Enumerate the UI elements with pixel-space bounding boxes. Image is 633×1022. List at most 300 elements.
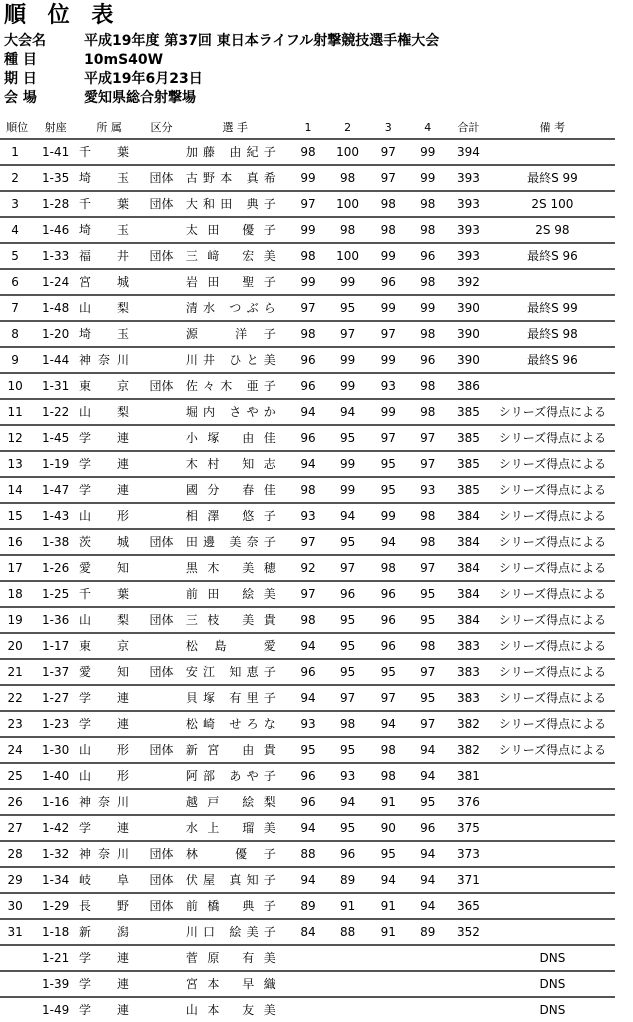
series-4-cell: 95 — [409, 581, 448, 607]
header-series-2: 2 — [327, 118, 368, 139]
lane-cell: 1-23 — [34, 711, 77, 737]
affiliation-cell — [77, 503, 141, 529]
athlete-cell — [182, 659, 289, 685]
affiliation-text: 神奈川 — [79, 847, 129, 861]
series-2-cell: 93 — [327, 763, 368, 789]
lane-cell: 1-19 — [34, 451, 77, 477]
rank-cell: 10 — [0, 373, 34, 399]
affiliation-text: 宮城 — [79, 275, 129, 289]
series-3-cell: 97 — [368, 425, 409, 451]
series-2-cell: 95 — [327, 737, 368, 763]
series-3-cell: 98 — [368, 737, 409, 763]
series-3-cell: 98 — [368, 217, 409, 243]
table-row — [0, 945, 615, 971]
info-label: 会 場 — [4, 90, 37, 106]
series-2-cell — [327, 945, 368, 971]
athlete-cell — [182, 997, 289, 1022]
lane-cell: 1-30 — [34, 737, 77, 763]
series-4-cell: 94 — [409, 737, 448, 763]
table-row — [0, 685, 615, 711]
affiliation-text: 東京 — [79, 379, 129, 393]
series-4-cell: 98 — [409, 373, 448, 399]
series-1-cell: 97 — [289, 191, 328, 217]
remarks-cell — [490, 919, 615, 945]
series-1-cell: 92 — [289, 555, 328, 581]
affiliation-text: 学連 — [79, 821, 129, 835]
series-2-cell: 96 — [327, 841, 368, 867]
total-cell: 384 — [447, 529, 490, 555]
header-series-1: 1 — [289, 118, 328, 139]
affiliation-cell — [77, 945, 141, 971]
affiliation-cell — [77, 971, 141, 997]
series-2-cell: 99 — [327, 451, 368, 477]
remarks-cell — [490, 763, 615, 789]
table-row — [0, 555, 615, 581]
athlete-cell — [182, 503, 289, 529]
total-cell: 386 — [447, 373, 490, 399]
series-3-cell: 96 — [368, 633, 409, 659]
series-2-cell: 96 — [327, 581, 368, 607]
lane-cell: 1-27 — [34, 685, 77, 711]
series-4-cell: 97 — [409, 659, 448, 685]
remarks-cell: DNS — [490, 971, 615, 997]
header-remarks: 備 考 — [490, 118, 615, 139]
rank-cell: 26 — [0, 789, 34, 815]
remarks-cell: 2S 98 — [490, 217, 615, 243]
table-row — [0, 191, 615, 217]
series-1-cell: 98 — [289, 243, 328, 269]
affiliation-cell — [77, 841, 141, 867]
division-cell: 団体 — [141, 191, 182, 217]
athlete-cell — [182, 711, 289, 737]
athlete-cell — [182, 867, 289, 893]
affiliation-text: 学連 — [79, 1003, 129, 1017]
series-3-cell: 90 — [368, 815, 409, 841]
series-2-cell: 99 — [327, 347, 368, 373]
affiliation-cell — [77, 867, 141, 893]
table-row — [0, 373, 615, 399]
total-cell — [447, 945, 490, 971]
affiliation-text: 学連 — [79, 691, 129, 705]
series-4-cell: 98 — [409, 503, 448, 529]
series-4-cell: 98 — [409, 191, 448, 217]
remarks-cell — [490, 139, 615, 165]
series-1-cell: 93 — [289, 711, 328, 737]
total-cell: 384 — [447, 555, 490, 581]
division-cell: 団体 — [141, 867, 182, 893]
lane-cell: 1-46 — [34, 217, 77, 243]
affiliation-text: 東京 — [79, 639, 129, 653]
series-4-cell: 89 — [409, 919, 448, 945]
table-row — [0, 971, 615, 997]
series-2-cell: 99 — [327, 373, 368, 399]
series-3-cell: 97 — [368, 139, 409, 165]
athlete-cell — [182, 269, 289, 295]
series-4-cell: 97 — [409, 555, 448, 581]
table-row — [0, 529, 615, 555]
athlete-text: 林 優子 — [185, 847, 276, 861]
division-cell — [141, 217, 182, 243]
athlete-cell — [182, 971, 289, 997]
athlete-text: 佐々木 亜子 — [185, 379, 276, 393]
athlete-cell — [182, 451, 289, 477]
athlete-cell — [182, 529, 289, 555]
series-2-cell: 94 — [327, 399, 368, 425]
lane-cell: 1-29 — [34, 893, 77, 919]
total-cell: 384 — [447, 503, 490, 529]
series-2-cell: 91 — [327, 893, 368, 919]
series-4-cell: 99 — [409, 295, 448, 321]
division-cell: 団体 — [141, 529, 182, 555]
remarks-cell — [490, 373, 615, 399]
rank-cell: 13 — [0, 451, 34, 477]
series-1-cell: 96 — [289, 373, 328, 399]
total-cell: 371 — [447, 867, 490, 893]
series-4-cell: 96 — [409, 815, 448, 841]
athlete-cell — [182, 139, 289, 165]
division-cell — [141, 997, 182, 1022]
affiliation-text: 長野 — [79, 899, 129, 913]
total-cell: 383 — [447, 633, 490, 659]
lane-cell: 1-26 — [34, 555, 77, 581]
affiliation-text: 愛知 — [79, 665, 129, 679]
header-lane: 射座 — [34, 118, 77, 139]
rank-cell: 2 — [0, 165, 34, 191]
remarks-cell: 最終S 96 — [490, 347, 615, 373]
affiliation-cell — [77, 607, 141, 633]
series-4-cell: 93 — [409, 477, 448, 503]
athlete-text: 小塚 由佳 — [185, 431, 276, 445]
series-3-cell — [368, 997, 409, 1022]
info-label: 大会名 — [4, 33, 46, 49]
athlete-cell — [182, 581, 289, 607]
affiliation-cell — [77, 217, 141, 243]
rank-cell: 23 — [0, 711, 34, 737]
series-2-cell: 100 — [327, 139, 368, 165]
series-3-cell: 97 — [368, 165, 409, 191]
table-row — [0, 789, 615, 815]
athlete-cell — [182, 763, 289, 789]
total-cell: 393 — [447, 191, 490, 217]
series-4-cell: 99 — [409, 165, 448, 191]
series-2-cell: 98 — [327, 217, 368, 243]
table-row — [0, 919, 615, 945]
series-2-cell: 95 — [327, 529, 368, 555]
series-2-cell: 97 — [327, 321, 368, 347]
remarks-cell: DNS — [490, 997, 615, 1022]
series-3-cell: 94 — [368, 529, 409, 555]
series-4-cell — [409, 971, 448, 997]
series-1-cell — [289, 997, 328, 1022]
athlete-cell — [182, 373, 289, 399]
series-1-cell: 84 — [289, 919, 328, 945]
header-athlete: 選 手 — [182, 118, 289, 139]
rank-cell: 14 — [0, 477, 34, 503]
athlete-text: 阿部 あや子 — [185, 769, 276, 783]
lane-cell: 1-45 — [34, 425, 77, 451]
table-row — [0, 269, 615, 295]
rank-cell: 3 — [0, 191, 34, 217]
series-1-cell: 95 — [289, 737, 328, 763]
total-cell: 393 — [447, 243, 490, 269]
rank-cell: 31 — [0, 919, 34, 945]
lane-cell: 1-20 — [34, 321, 77, 347]
athlete-cell — [182, 685, 289, 711]
series-3-cell: 96 — [368, 607, 409, 633]
series-4-cell: 97 — [409, 711, 448, 737]
series-3-cell: 95 — [368, 451, 409, 477]
lane-cell: 1-42 — [34, 815, 77, 841]
lane-cell: 1-24 — [34, 269, 77, 295]
lane-cell: 1-32 — [34, 841, 77, 867]
total-cell: 385 — [447, 399, 490, 425]
series-2-cell: 89 — [327, 867, 368, 893]
athlete-text: 伏屋 真知子 — [185, 873, 276, 887]
athlete-cell — [182, 633, 289, 659]
series-1-cell — [289, 971, 328, 997]
division-cell: 団体 — [141, 737, 182, 763]
rank-cell: 18 — [0, 581, 34, 607]
total-cell: 392 — [447, 269, 490, 295]
athlete-text: 前田 絵美 — [185, 587, 276, 601]
remarks-cell — [490, 841, 615, 867]
series-3-cell: 99 — [368, 503, 409, 529]
header-series-3: 3 — [368, 118, 409, 139]
athlete-text: 岩田 聖子 — [185, 275, 276, 289]
series-1-cell: 96 — [289, 659, 328, 685]
athlete-cell — [182, 945, 289, 971]
rank-cell: 12 — [0, 425, 34, 451]
lane-cell: 1-21 — [34, 945, 77, 971]
rank-cell: 25 — [0, 763, 34, 789]
affiliation-text: 岐阜 — [79, 873, 129, 887]
division-cell — [141, 789, 182, 815]
rank-cell: 15 — [0, 503, 34, 529]
header-total: 合計 — [447, 118, 490, 139]
athlete-text: 松島 愛 — [185, 639, 276, 653]
athlete-text: 相澤 悠子 — [185, 509, 276, 523]
lane-cell: 1-34 — [34, 867, 77, 893]
affiliation-cell — [77, 295, 141, 321]
division-cell — [141, 269, 182, 295]
table-row — [0, 581, 615, 607]
event-info — [4, 32, 624, 108]
series-1-cell: 99 — [289, 165, 328, 191]
affiliation-text: 埼玉 — [79, 327, 129, 341]
athlete-cell — [182, 737, 289, 763]
lane-cell: 1-28 — [34, 191, 77, 217]
rank-cell — [0, 971, 34, 997]
series-1-cell: 98 — [289, 607, 328, 633]
series-1-cell: 88 — [289, 841, 328, 867]
series-3-cell: 98 — [368, 191, 409, 217]
series-3-cell: 94 — [368, 711, 409, 737]
athlete-text: 川井 ひと美 — [185, 353, 276, 367]
athlete-cell — [182, 321, 289, 347]
affiliation-cell — [77, 633, 141, 659]
affiliation-cell — [77, 919, 141, 945]
affiliation-text: 茨城 — [79, 535, 129, 549]
table-row — [0, 347, 615, 373]
series-2-cell: 100 — [327, 243, 368, 269]
athlete-text: 安江 知恵子 — [185, 665, 276, 679]
rank-cell: 8 — [0, 321, 34, 347]
affiliation-text: 山梨 — [79, 405, 129, 419]
athlete-cell — [182, 555, 289, 581]
athlete-cell — [182, 399, 289, 425]
series-4-cell: 97 — [409, 425, 448, 451]
total-cell: 383 — [447, 659, 490, 685]
division-cell: 団体 — [141, 659, 182, 685]
table-row — [0, 867, 615, 893]
total-cell — [447, 997, 490, 1022]
info-row-date — [4, 70, 624, 89]
table-row — [0, 399, 615, 425]
affiliation-text: 福井 — [79, 249, 129, 263]
affiliation-cell — [77, 373, 141, 399]
remarks-cell: シリーズ得点による — [490, 477, 615, 503]
table-row — [0, 425, 615, 451]
table-row — [0, 893, 615, 919]
athlete-cell — [182, 217, 289, 243]
athlete-cell — [182, 919, 289, 945]
series-2-cell: 99 — [327, 477, 368, 503]
athlete-text: 國分 春佳 — [185, 483, 276, 497]
athlete-cell — [182, 425, 289, 451]
series-1-cell: 97 — [289, 295, 328, 321]
athlete-text: 水上 瑠美 — [185, 821, 276, 835]
athlete-cell — [182, 165, 289, 191]
affiliation-text: 新潟 — [79, 925, 129, 939]
lane-cell: 1-36 — [34, 607, 77, 633]
affiliation-cell — [77, 399, 141, 425]
rank-cell: 19 — [0, 607, 34, 633]
remarks-cell: シリーズ得点による — [490, 737, 615, 763]
rank-cell: 22 — [0, 685, 34, 711]
athlete-text: 新宮 由貴 — [185, 743, 276, 757]
series-4-cell: 95 — [409, 789, 448, 815]
division-cell — [141, 451, 182, 477]
header-row — [0, 118, 615, 139]
lane-cell: 1-44 — [34, 347, 77, 373]
athlete-text: 清水 つぶら — [185, 301, 276, 315]
series-1-cell: 98 — [289, 139, 328, 165]
total-cell: 384 — [447, 581, 490, 607]
lane-cell: 1-43 — [34, 503, 77, 529]
series-1-cell: 96 — [289, 789, 328, 815]
series-3-cell: 96 — [368, 269, 409, 295]
series-1-cell: 98 — [289, 321, 328, 347]
division-cell — [141, 321, 182, 347]
total-cell: 390 — [447, 295, 490, 321]
table-row — [0, 711, 615, 737]
athlete-text: 三﨑 宏美 — [185, 249, 276, 263]
rank-cell: 20 — [0, 633, 34, 659]
rank-cell: 9 — [0, 347, 34, 373]
series-2-cell — [327, 997, 368, 1022]
athlete-text: 太田 優子 — [185, 223, 276, 237]
remarks-cell — [490, 789, 615, 815]
series-4-cell: 96 — [409, 347, 448, 373]
series-3-cell: 95 — [368, 841, 409, 867]
table-row — [0, 633, 615, 659]
athlete-text: 山本 友美 — [185, 1003, 276, 1017]
remarks-cell: シリーズ得点による — [490, 581, 615, 607]
series-2-cell: 95 — [327, 633, 368, 659]
lane-cell: 1-48 — [34, 295, 77, 321]
affiliation-text: 山梨 — [79, 613, 129, 627]
rank-cell: 11 — [0, 399, 34, 425]
athlete-text: 田邊 美奈子 — [185, 535, 276, 549]
info-row-venue — [4, 89, 624, 108]
lane-cell: 1-16 — [34, 789, 77, 815]
series-1-cell: 94 — [289, 815, 328, 841]
series-4-cell: 94 — [409, 841, 448, 867]
series-3-cell: 99 — [368, 243, 409, 269]
series-4-cell: 98 — [409, 399, 448, 425]
division-cell — [141, 295, 182, 321]
division-cell — [141, 763, 182, 789]
lane-cell: 1-40 — [34, 763, 77, 789]
lane-cell: 1-25 — [34, 581, 77, 607]
series-3-cell: 95 — [368, 659, 409, 685]
table-row — [0, 815, 615, 841]
results-table — [0, 118, 615, 1022]
table-row — [0, 295, 615, 321]
total-cell: 385 — [447, 477, 490, 503]
division-cell: 団体 — [141, 607, 182, 633]
remarks-cell: シリーズ得点による — [490, 711, 615, 737]
series-4-cell: 94 — [409, 763, 448, 789]
affiliation-cell — [77, 581, 141, 607]
rank-cell: 30 — [0, 893, 34, 919]
series-4-cell: 98 — [409, 529, 448, 555]
affiliation-text: 山形 — [79, 743, 129, 757]
lane-cell: 1-31 — [34, 373, 77, 399]
total-cell: 382 — [447, 711, 490, 737]
table-row — [0, 477, 615, 503]
series-2-cell: 98 — [327, 165, 368, 191]
athlete-text: 前橋 典子 — [185, 899, 276, 913]
rank-cell: 21 — [0, 659, 34, 685]
series-1-cell: 96 — [289, 425, 328, 451]
remarks-cell: DNS — [490, 945, 615, 971]
total-cell: 382 — [447, 737, 490, 763]
lane-cell: 1-38 — [34, 529, 77, 555]
series-1-cell: 96 — [289, 347, 328, 373]
series-3-cell: 91 — [368, 893, 409, 919]
total-cell: 390 — [447, 321, 490, 347]
rank-cell — [0, 997, 34, 1022]
rank-cell: 16 — [0, 529, 34, 555]
results-body — [0, 139, 615, 1022]
division-cell — [141, 815, 182, 841]
lane-cell: 1-41 — [34, 139, 77, 165]
division-cell — [141, 633, 182, 659]
table-row — [0, 243, 615, 269]
series-3-cell: 97 — [368, 685, 409, 711]
series-1-cell: 97 — [289, 529, 328, 555]
division-cell — [141, 503, 182, 529]
series-4-cell: 98 — [409, 321, 448, 347]
series-3-cell: 91 — [368, 789, 409, 815]
series-4-cell: 95 — [409, 685, 448, 711]
affiliation-cell — [77, 139, 141, 165]
table-row — [0, 737, 615, 763]
remarks-cell: シリーズ得点による — [490, 425, 615, 451]
division-cell — [141, 425, 182, 451]
series-2-cell: 100 — [327, 191, 368, 217]
